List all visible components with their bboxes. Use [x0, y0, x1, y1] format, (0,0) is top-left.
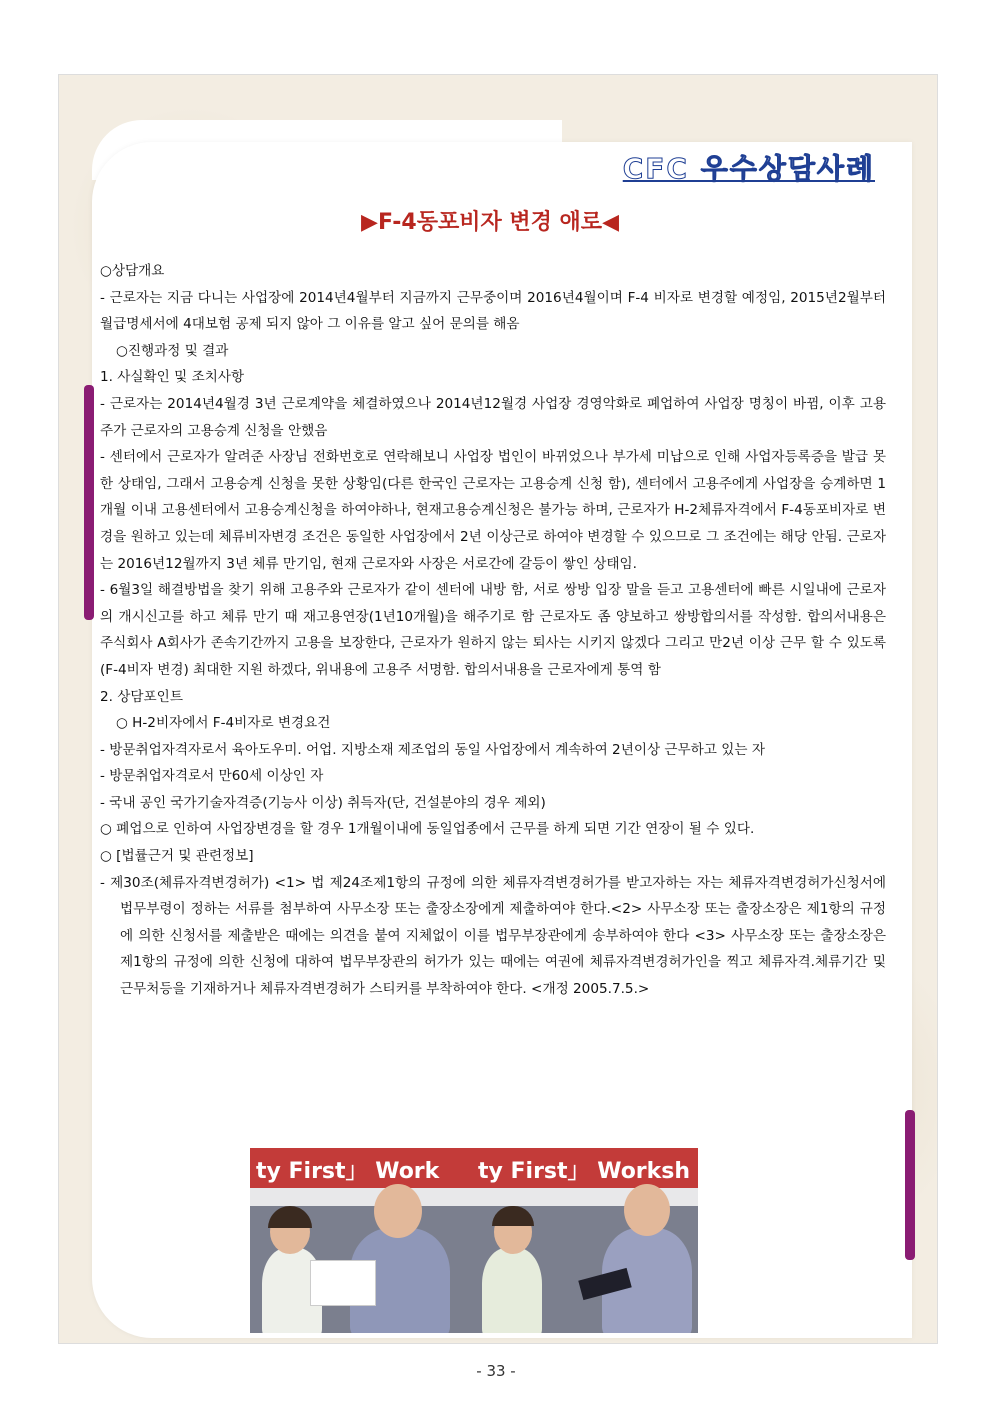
heading-progress: ○진행과정 및 결과: [116, 342, 229, 359]
arrow-left-icon: ◀: [602, 210, 619, 235]
photo-strip: [250, 1148, 730, 1333]
hair-woman: [268, 1206, 312, 1228]
decorative-bar-right: [905, 1110, 915, 1260]
photo-subbanner: [250, 1188, 476, 1206]
photo-banner-text: ty First」 Work: [256, 1159, 440, 1184]
facts-paragraph-2: - 센터에서 근로자가 알려준 사장님 전화번호로 연락해보니 사업장 법인이 바뀌었으나 부가세 미납으로 인해 사업자등록증을 발급 못 한 상태임, 그래서 고용승계 신청을 못한 상황임(다른 한국인 근로자는 고용승계 신청 함), 센터에서 고용주에게 사업장을 승계하면 1개월 이내 고용센터에서 고용승계신청을 하여야하나, 현재고용승계신청은 불가능 하며, 근로자가 H-2체류자격에서 F-4동포비자로 변경을 원하고 있는데 체류비자변경 조건은 동일한 사업장에서 2년 이상근로 하여야 변경할 수 있으므로 그 조건에는 해당 안됨. 근로자는 2016년12월까지 3년 체류 만기임, 현재 근로자와 사장은 서로간에 갈등이 쌓인 상태임.: [100, 449, 886, 572]
facts-paragraph-3: - 6월3일 해결방법을 찾기 위해 고용주와 근로자가 같이 센터에 내방 함, 서로 쌍방 입장 말을 듣고 고용센터에 빠른 시일내에 근로자의 개시신고를 하고 체류 만기 때 재고용연장(1년10개월)을 해주기로 함 근로자도 좀 양보하고 쌍방합의서를 작성함. 합의서내용은 주식회사 A회사가 존속기간까지 고용을 보장한다, 근로자가 원하지 않는 퇴사는 시키지 않겠다 그리고 만2년 이상 근무 할 수 있도록 (F-4비자 변경) 최대한 지원 하겠다, 위내용에 고용주 서명함. 합의서내용을 근로자에게 통역 함: [100, 582, 886, 678]
photo-ceremony-2: [472, 1148, 698, 1333]
head-man: [374, 1184, 422, 1238]
heading-legal: ○ [법률근거 및 관련정보]: [100, 848, 254, 865]
hair-woman: [492, 1206, 534, 1226]
section-title: CFC 우수상담사례: [622, 152, 875, 185]
case-title-text: F-4동포비자 변경 애로: [377, 210, 603, 235]
points-heading-visa: ○ H-2비자에서 F-4비자로 변경요건: [116, 715, 331, 732]
heading-facts: 1. 사실확인 및 조치사항: [100, 369, 245, 386]
arrow-right-icon: ▶: [361, 210, 378, 235]
page-number: - 33 -: [476, 1362, 516, 1380]
certificate: [310, 1260, 376, 1306]
body-text: [100, 258, 886, 1003]
head-man: [624, 1184, 670, 1236]
points-item-2: - 방문취업자격로서 만60세 이상인 자: [100, 768, 324, 785]
photo-ceremony-1: [250, 1148, 476, 1333]
case-title: [320, 205, 660, 236]
photo-banner-text: ty First」 Worksh: [478, 1159, 691, 1184]
points-item-3: - 국내 공인 국가기술자격증(기능사 이상) 취득자(단, 건설분야의 경우 제외): [100, 794, 546, 811]
person-woman: [482, 1248, 542, 1333]
heading-overview: ○상담개요: [100, 263, 165, 279]
overview-paragraph: - 근로자는 지금 다니는 사업장에 2014년4월부터 지금까지 근무중이며 2016년4월이며 F-4 비자로 변경할 예정임, 2015년2월부터 월급명세서에 4대보험 공제 되지 않아 그 이유를 알고 싶어 문의를 해옴: [100, 289, 886, 333]
points-closure-note: ○ 폐업으로 인하여 사업장변경을 할 경우 1개월이내에 동일업종에서 근무를 하게 되면 기간 연장이 될 수 있다.: [100, 821, 755, 838]
legal-paragraph: - 제30조(체류자격변경허가) <1> 법 제24조제1항의 규정에 의한 체류자격변경허가를 받고자하는 자는 체류자격변경허가신청서에 법무부령이 정하는 서류를 첨부하여 사무소장 또는 출장소장에게 제출하여야 한다.<2> 사무소장 또는 출장소장은 제1항의 규정에 의한 신청서를 제출받은 때에는 의견을 붙여 지체없이 이를 법무부장관에게 송부하여야 한다 <3> 사무소장 또는 출장소장은 제1항의 규정에 의한 신청에 대하여 법무부장관의 허가가 있는 때에는 여권에 체류자격변경허가인을 찍고 체류자격.체류기간 및 근무처등을 기재하거나 체류자격변경허가 스티커를 부착하여야 한다. <개정 2005.7.5.>: [100, 874, 886, 998]
decorative-bar-left: [84, 385, 94, 620]
heading-points: 2. 상담포인트: [100, 688, 183, 705]
points-item-1: - 방문취업자격자로서 육아도우미. 어업. 지방소재 제조업의 동일 사업장에서 계속하여 2년이상 근무하고 있는 자: [100, 741, 765, 758]
facts-paragraph-1: - 근로자는 2014년4월경 3년 근로계약을 체결하였으나 2014년12월경 사업장 경영악화로 폐업하여 사업장 명칭이 바뀜, 이후 고용주가 근로자의 고용승계 신청을 안했음: [100, 395, 886, 439]
